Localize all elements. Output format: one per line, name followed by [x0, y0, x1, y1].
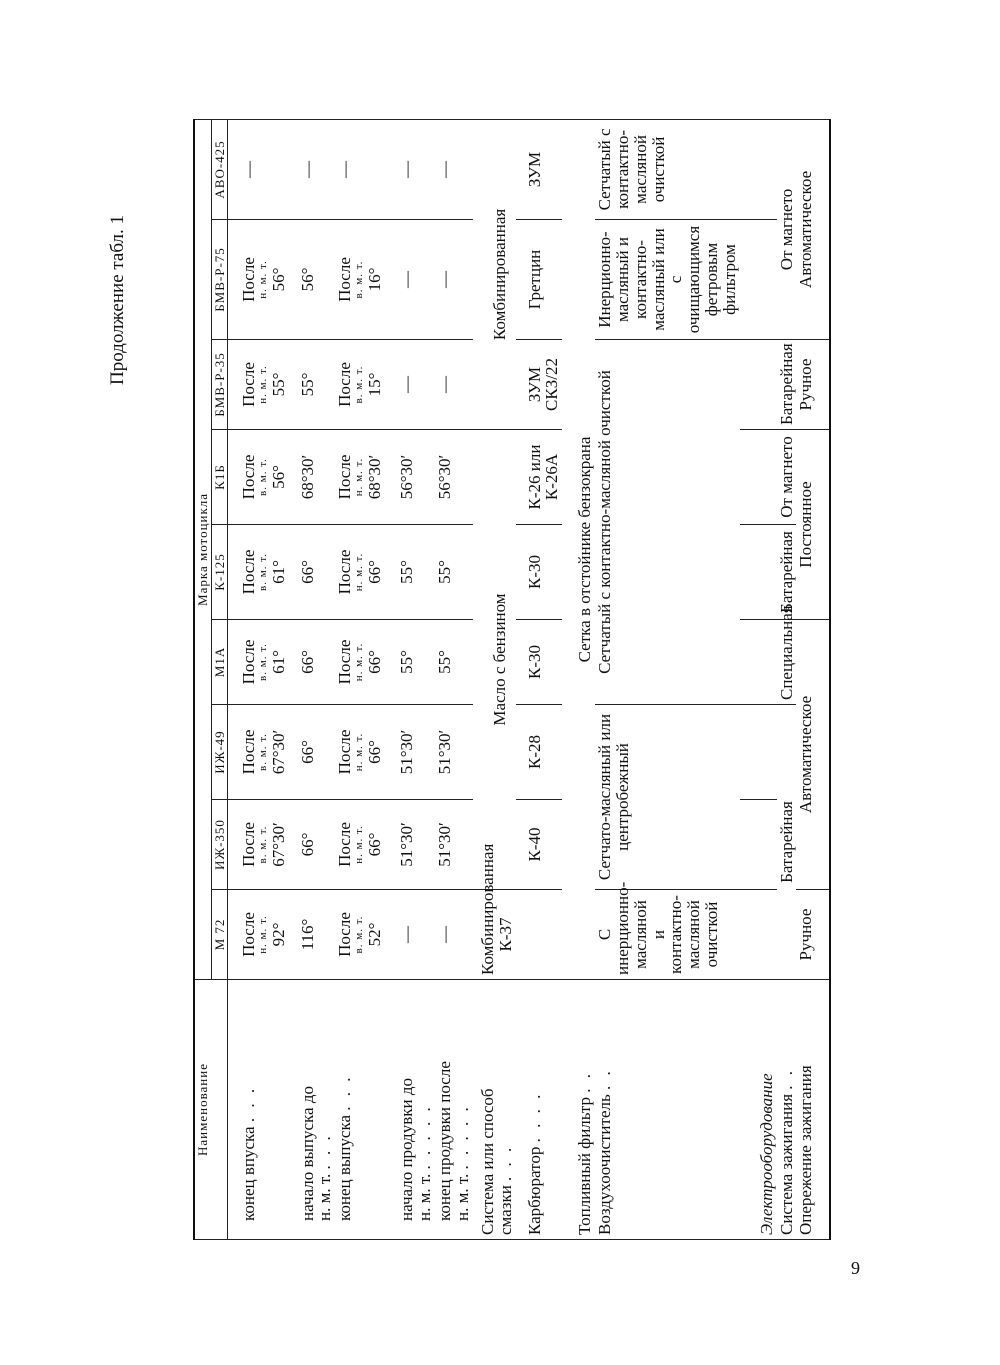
cell-value: Автоматическое — [796, 119, 830, 339]
cell-value: 56° — [268, 465, 288, 489]
cell-value: 52° — [364, 922, 384, 947]
cell-value: Инерционно-масляный и контактно-масляный или с очищающимся фетровым фильтром — [595, 220, 740, 340]
table-row: конец продувки после н. м. т. . . . . . — 51°30′ 51°30′ 55° 55° 56°30′ — — — — [435, 119, 473, 1239]
cell-value: в. м. т. — [257, 643, 270, 681]
cell-value: н. м. т. — [353, 642, 366, 682]
cell-value: Сетчатый с контактно-масляной очисткой — [595, 340, 740, 705]
row-label: конец выпуска — [335, 1114, 355, 1221]
cell-value: 66° — [289, 705, 336, 800]
cell-value: н. м. т. — [257, 260, 270, 299]
cell-value: 116° — [289, 890, 336, 980]
cell-value: После — [239, 912, 259, 957]
table-row: Система или способ смазки . . . Комбинированная К-37 Масло с бензином Комбинированная — [473, 119, 516, 1239]
cell-value: Постоянное — [796, 430, 830, 620]
cell-value: Сетка в отстойнике бензокрана — [562, 119, 595, 979]
cell-value: 67°30′ — [268, 729, 288, 775]
cell-value: 61° — [268, 650, 288, 674]
column-header: М1А — [211, 620, 228, 705]
cell-value: 55° — [268, 372, 288, 397]
cell-value: 55° — [435, 620, 473, 705]
cell-value: 55° — [384, 525, 435, 620]
cell-value: — — [384, 890, 435, 980]
cell-value: 61° — [268, 560, 288, 584]
spec-table — [193, 119, 831, 1240]
brand-group-header: Марка мотоцикла — [194, 119, 211, 979]
cell-value: 66° — [289, 620, 336, 705]
row-label: Топливный фильтр — [575, 1096, 595, 1235]
table-caption-text: Продолжение табл. 1 — [107, 214, 128, 386]
column-header: БМВ-Р-35 — [211, 340, 228, 430]
row-label: начало продувки до — [397, 1078, 417, 1221]
cell-value: в. м. т. — [257, 733, 270, 771]
cell-value: 51°30′ — [435, 705, 473, 800]
row-label: конец впуска — [239, 1126, 259, 1221]
cell-value: 66° — [289, 800, 336, 890]
spec-table-frame — [193, 120, 883, 1240]
cell-value: н. м. т. — [257, 365, 270, 404]
cell-value: в. м. т. — [353, 365, 366, 404]
cell-value: 66° — [289, 525, 336, 620]
cell-value: н. м. т. — [353, 552, 366, 592]
cell-value: Сетчато-масляный или центробежный — [595, 705, 740, 890]
column-header: К1Б — [211, 430, 228, 525]
cell-value: 55° — [384, 620, 435, 705]
row-label: Система зажигания — [776, 1093, 796, 1235]
cell-value: н. м. т. — [353, 825, 366, 864]
cell-value: в. м. т. — [257, 553, 270, 591]
cell-value: После — [335, 822, 355, 867]
cell-value: Автоматическое — [796, 620, 830, 890]
cell-value: После — [335, 729, 355, 775]
cell-value: С инерционно-масляной и контактно-масляной очисткой — [595, 890, 740, 980]
cell-value: Ручное — [796, 340, 830, 430]
table-row: Топливный фильтр . . Сетка в отстойнике бензокрана — [562, 119, 595, 1239]
row-label-cont: н. м. т. — [415, 1173, 435, 1221]
cell-value: в. м. т. — [257, 825, 270, 864]
column-header: БМВ-Р-75 — [211, 220, 228, 340]
cell-value: После — [239, 729, 259, 775]
cell-value: 56°30′ — [435, 430, 473, 525]
table-row — [796, 119, 830, 1239]
column-header: ИЖ-350 — [211, 800, 228, 890]
cell-value: 92° — [268, 922, 288, 947]
row-label: конец продувки после — [435, 1061, 455, 1221]
cell-value: в. м. т. — [353, 260, 366, 299]
cell-value: — — [384, 340, 435, 430]
cell-value: К-40 — [516, 800, 563, 890]
cell-value: 66° — [364, 650, 384, 674]
cell-value: 68°30′ — [364, 454, 384, 500]
table-row: начало продувки до н. м. т. . . . . . — 51°30′ 51°30′ 55° 55° 56°30′ — — — — [384, 119, 435, 1239]
table-row — [740, 119, 777, 1239]
cell-value: Батарейная — [777, 525, 797, 620]
column-header: М 72 — [211, 890, 228, 980]
cell-value: 56°30′ — [384, 430, 435, 525]
cell-value: — — [289, 119, 336, 219]
cell-value: После — [335, 362, 355, 407]
cell-value: К-26 или К-26А — [516, 430, 563, 525]
cell-value: 55° — [289, 340, 336, 430]
cell-value: После — [239, 257, 259, 302]
cell-value: Комбинированная — [473, 119, 516, 429]
table-row: начало выпуска до н. м. т. . . . 116° 66° 66° 66° 66° 68°30′ 55° 56° — — [289, 119, 336, 1239]
cell-value: 16° — [364, 267, 384, 292]
cell-value: Масло с бензином — [473, 430, 516, 890]
cell-value: Комбинированная — [477, 843, 497, 975]
row-label: начало выпуска до — [297, 1086, 317, 1221]
cell-value: 51°30′ — [435, 800, 473, 890]
table-row: Карбюратор . . . . К-40 К-28 К-30 К-30 К-26 или К-26А ЗУМ СКЗ/22 Гретцин ЗУМ — [516, 119, 563, 1239]
row-label: Система или способ — [477, 1088, 497, 1235]
cell-value: К-37 — [495, 917, 515, 952]
cell-value: в. м. т. — [353, 915, 366, 954]
cell-value: От магнето — [777, 119, 797, 339]
row-label-cont: смазки — [495, 1185, 515, 1235]
cell-value: н. м. т. — [353, 457, 366, 497]
cell-value: После — [335, 454, 355, 500]
row-label: Опережение зажигания — [796, 980, 830, 1240]
cell-value: Гретцин — [516, 220, 563, 340]
cell-value: — — [435, 340, 473, 430]
cell-value: 56° — [268, 267, 288, 292]
cell-value: 66° — [364, 832, 384, 857]
cell-value: 51°30′ — [384, 800, 435, 890]
section-heading: Электрооборудование — [740, 980, 777, 1240]
cell-value: 15° — [364, 372, 384, 397]
cell-value: К-30 — [516, 525, 563, 620]
cell-value: 67°30′ — [268, 822, 288, 867]
cell-value: — — [384, 220, 435, 340]
table-row: Воздухоочиститель . . С инерционно-масляной и контактно-масляной очисткой Сетчато-масляный или центробежный Сетчатый с контактно-масляной очисткой Инерционно-масляный и контактно-масляный или с очищающимся фетровым фильтром Сетчатый с контактно-масляной очисткой — [595, 119, 740, 1239]
name-column-header: Наименование — [194, 980, 228, 1240]
cell-value: К-28 — [516, 705, 563, 800]
cell-value: К-30 — [516, 620, 563, 705]
column-header: ИЖ-49 — [211, 705, 228, 800]
cell-value: После — [335, 549, 355, 595]
cell-value: После — [239, 362, 259, 407]
column-header: АВО-425 — [211, 119, 228, 219]
cell-value: После — [335, 257, 355, 302]
page-number: 9 — [851, 1258, 860, 1278]
cell-value: Батарейная — [777, 340, 797, 430]
cell-value: н. м. т. — [353, 732, 366, 772]
cell-value: — — [239, 160, 259, 178]
cell-value: ЗУМ СКЗ/22 — [516, 340, 563, 430]
cell-value: — — [384, 119, 435, 219]
row-label: Карбюратор — [524, 1146, 544, 1235]
table-row: конец выпуска . . . После в. м. т. 52° После н. м. т. 66° После н. м. т. 66° После н. м. т. 66° После н. м. т. 66° После н. м. т. 68°30′ После в. м. т. 15° После в. м. т. 16° — — [335, 119, 384, 1239]
column-header: К-125 — [211, 525, 228, 620]
cell-value: Сетчатый с контактно-масляной очисткой — [595, 119, 740, 219]
cell-value: После — [335, 912, 355, 957]
cell-value: — — [335, 160, 355, 178]
row-label-cont: н. м. т. — [452, 1173, 472, 1221]
cell-value: Ручное — [796, 890, 830, 980]
cell-value: — — [435, 119, 473, 219]
cell-value: Батарейная — [777, 705, 797, 980]
cell-value: ЗУМ — [516, 119, 563, 219]
cell-value: После — [239, 822, 259, 867]
cell-value: 66° — [364, 740, 384, 764]
cell-value: в. м. т. — [257, 458, 270, 496]
cell-value: После — [239, 454, 259, 500]
cell-value: После — [335, 639, 355, 685]
table-row: Система зажигания . . Батарейная Специальная Батарейная От магнето Батарейная От магнето — [777, 119, 797, 1239]
cell-value: 66° — [364, 560, 384, 584]
cell-value: После — [239, 639, 259, 685]
cell-value: Специальная — [777, 620, 797, 705]
cell-value: От магнето — [777, 430, 797, 525]
row-label: Воздухоочиститель — [595, 1094, 615, 1235]
cell-value: 56° — [289, 220, 336, 340]
cell-value: После — [239, 549, 259, 595]
cell-value: — — [435, 890, 473, 980]
cell-value: 51°30′ — [384, 705, 435, 800]
table-row: конец впуска . . . После н. м. т. 92° После в. м. т. 67°30′ После в. м. т. 67°30′ После в. м. т. 61° После в. м. т. 61° После в. м. т. 56° После н. м. т. 55° После н. м. т. 56° — — [228, 119, 289, 1239]
cell-value: 68°30′ — [289, 430, 336, 525]
row-label-cont: н. м. т. — [315, 1173, 335, 1221]
cell-value: 55° — [435, 525, 473, 620]
cell-value: — — [435, 220, 473, 340]
cell-value: н. м. т. — [257, 915, 270, 954]
table-caption — [107, 214, 128, 386]
